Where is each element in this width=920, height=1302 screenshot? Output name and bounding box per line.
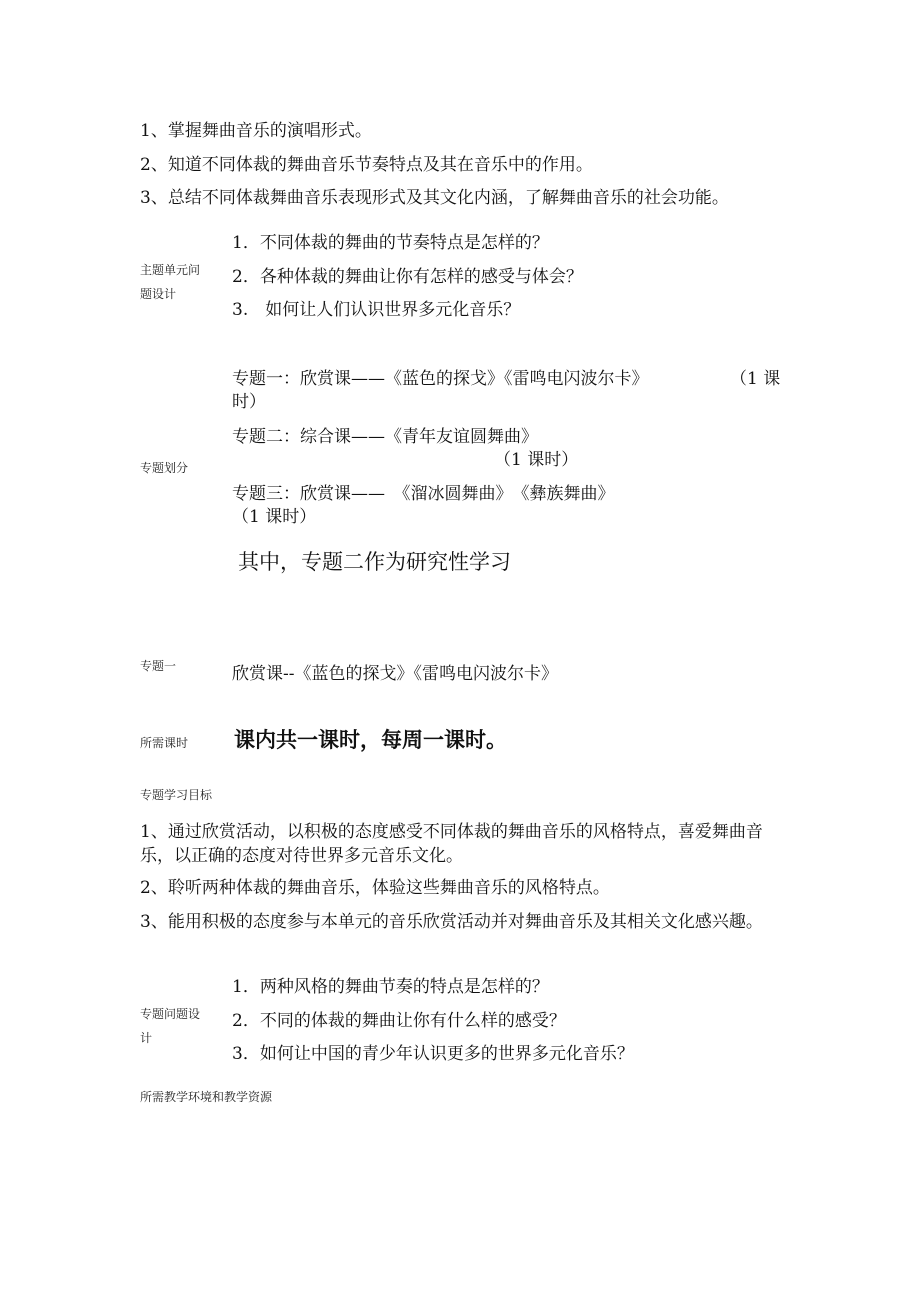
unit-question-3: 3. 如何让人们认识世界多元化音乐？ [232,300,521,320]
topic-question-label-line1: 专题问题设 [140,1007,201,1021]
topic-question-2: 2．不同的体裁的舞曲让你有什么样的感受？ [232,1011,566,1031]
topic3-title: 专题三：欣赏课—— 《溜冰圆舞曲》 《彝族舞曲》 [232,484,615,504]
topic-question-1: 1．两种风格的舞曲节奏的特点是怎样的？ [232,977,549,997]
unit-question-label-line1: 主题单元问 [140,263,201,277]
topic3-hours: （1 课时） [232,507,317,527]
unit-question-1: 1．不同体裁的舞曲的节奏特点是怎样的？ [232,233,549,253]
hours-label: 所需课时 [140,736,189,750]
topic2-hours: （1 课时） [494,450,579,470]
hours-value: 课内共一课时，每周一课时。 [234,727,507,752]
topic-goal-1: 1、通过欣赏活动，以积极的态度感受不同体裁的舞曲音乐的风格特点，喜爱舞曲音乐，以正确的态度对待世界多元音乐文化。 [140,822,763,866]
unit-question-label-line2: 题设计 [140,287,177,301]
resources-label: 所需教学环境和教学资源 [140,1090,273,1104]
topic-one-value: 欣赏课--《蓝色的探戈》《雷鸣电闪波尔卡》 [232,664,558,684]
topic1-hours-b: 时） [232,392,266,412]
topic-goal-2: 2、聆听两种体裁的舞曲音乐，体验这些舞曲音乐的风格特点。 [140,878,610,898]
topic2-title: 专题二：综合课——《青年友谊圆舞曲》 [232,427,538,447]
topic-division-label: 专题划分 [140,461,189,475]
topic-question-label-line2: 计 [140,1031,153,1045]
unit-goal-2: 2、知道不同体裁的舞曲音乐节奏特点及其在音乐中的作用。 [140,155,593,175]
topic1-hours-a: （1 课 [730,369,781,389]
topic-question-3: 3．如何让中国的青少年认识更多的世界多元化音乐？ [232,1044,634,1064]
topic-one-label: 专题一 [140,659,177,673]
topic1-title: 专题一：欣赏课——《蓝色的探戈》《雷鸣电闪波尔卡》 [232,369,649,389]
topic-goals-label: 专题学习目标 [140,788,213,802]
topic-division-note: 其中，专题二作为研究性学习 [238,550,511,574]
topic-goal-3: 3、能用积极的态度参与本单元的音乐欣赏活动并对舞曲音乐及其相关文化感兴趣。 [140,912,763,932]
unit-goal-1: 1、掌握舞曲音乐的演唱形式。 [140,121,372,141]
unit-goal-3: 3、总结不同体裁舞曲音乐表现形式及其文化内涵，了解舞曲音乐的社会功能。 [140,188,729,208]
unit-question-2: 2．各种体裁的舞曲让你有怎样的感受与体会？ [232,267,583,287]
